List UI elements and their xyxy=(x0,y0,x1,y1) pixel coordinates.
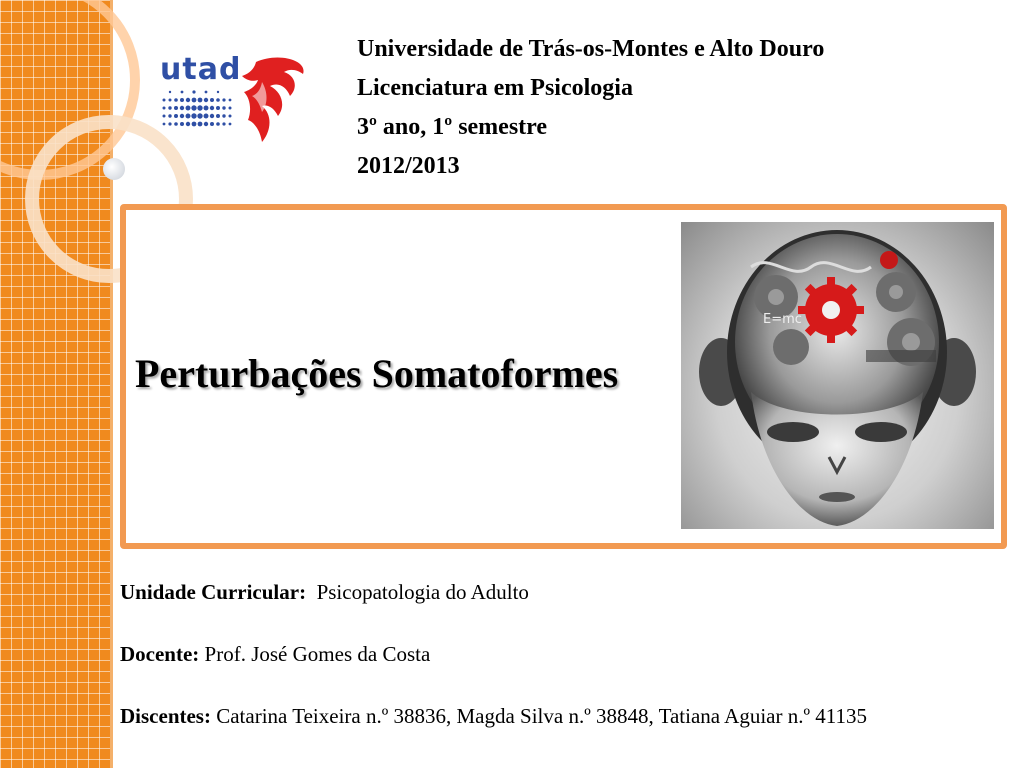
presentation-title: Perturbações Somatoformes xyxy=(135,351,619,396)
university-name: Universidade de Trás-os-Montes e Alto Douro xyxy=(357,36,825,62)
degree-name: Licenciatura em Psicologia xyxy=(357,75,633,101)
students-line xyxy=(120,704,867,729)
utad-dragon-logo-icon xyxy=(158,52,310,147)
teacher-value: Prof. José Gomes da Costa xyxy=(204,642,431,666)
logo-text: utad xyxy=(160,52,242,87)
teacher-label: Docente: xyxy=(120,642,200,666)
formula-text: E=mc xyxy=(763,312,802,327)
academic-year: 2012/2013 xyxy=(357,153,460,179)
students-label: Discentes: xyxy=(120,704,211,728)
students-value: Catarina Teixeira n.º 38836, Magda Silva n.º 38848, Tatiana Aguiar n.º 41135 xyxy=(216,704,867,728)
teacher-line xyxy=(120,642,430,667)
header-block xyxy=(357,30,824,186)
year-semester: 3º ano, 1º semestre xyxy=(357,114,548,140)
brain-gears-head-illustration-icon xyxy=(681,222,994,529)
curricular-unit-label: Unidade Curricular: xyxy=(120,580,307,604)
curricular-unit-value: Psicopatologia do Adulto xyxy=(316,580,529,604)
utad-logo xyxy=(158,52,310,147)
decorative-dot xyxy=(103,158,125,180)
curricular-unit-line xyxy=(120,580,529,605)
